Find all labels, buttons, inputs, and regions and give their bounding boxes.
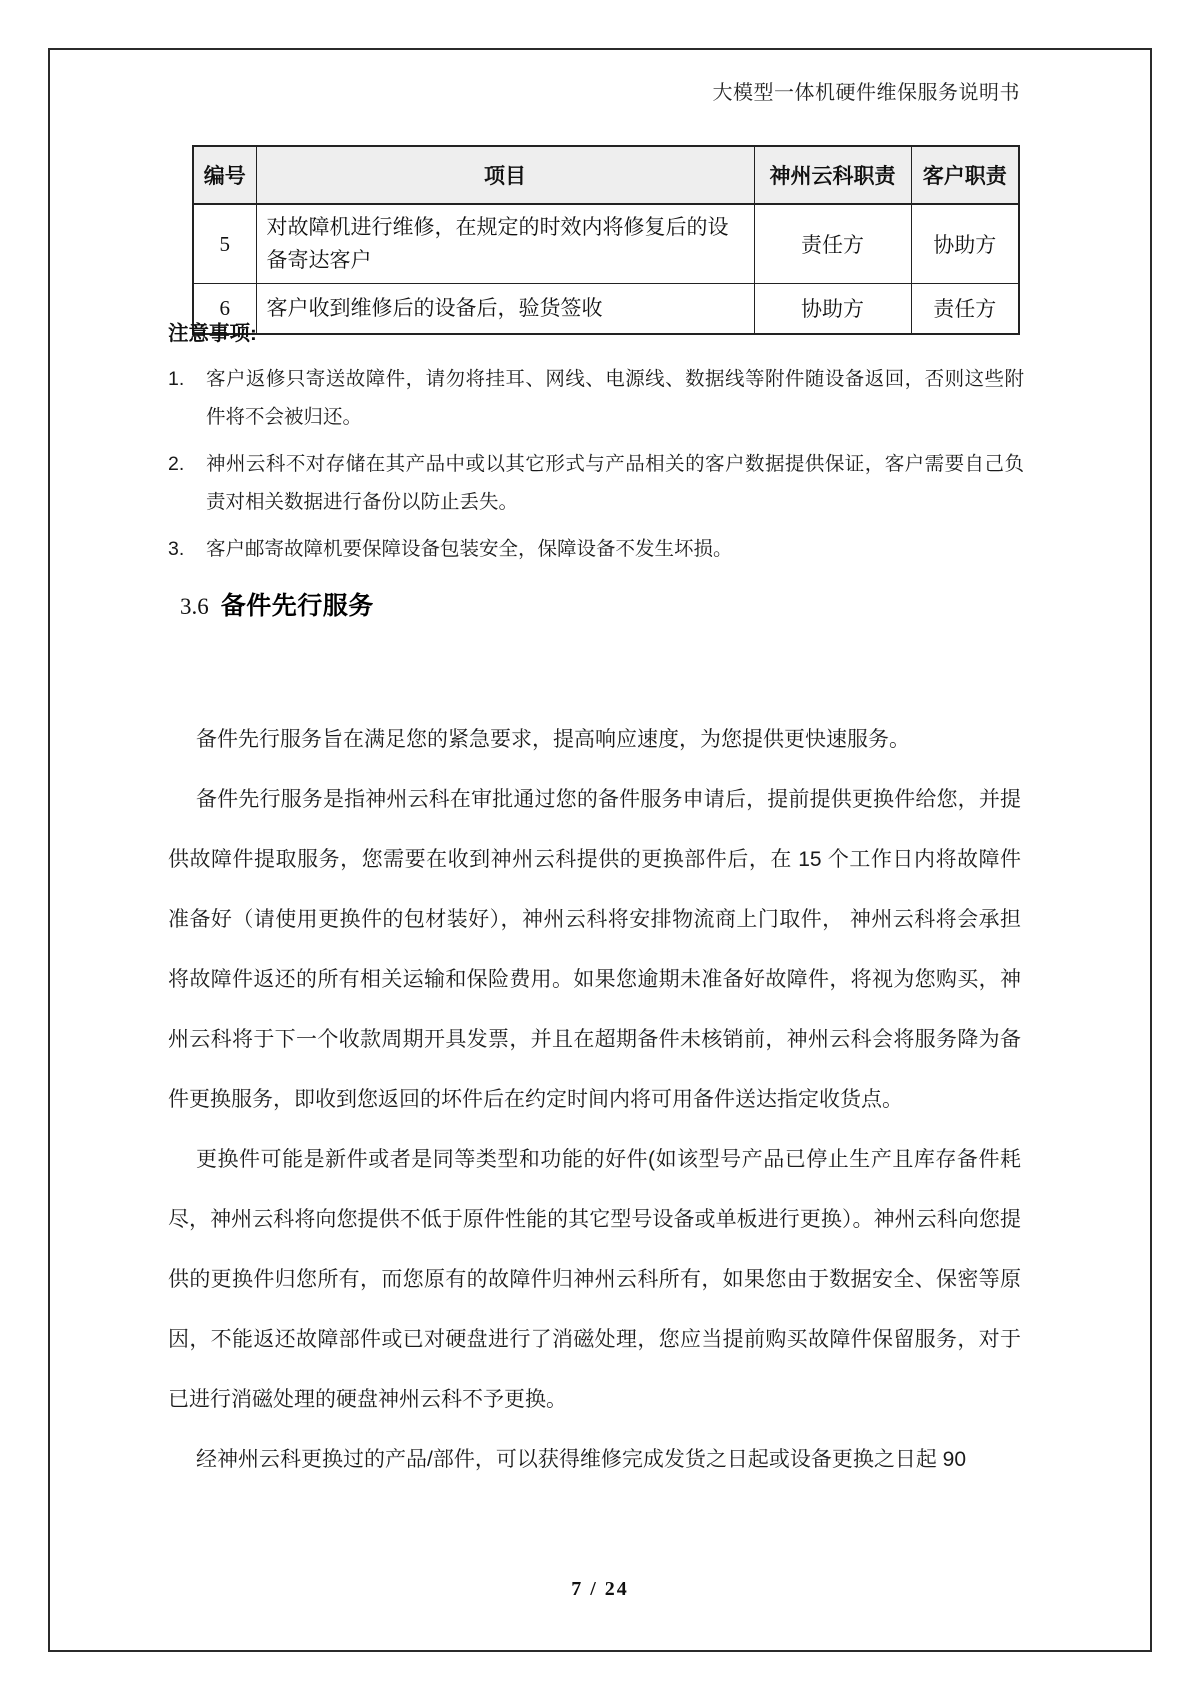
row-item: 客户收到维修后的设备后，验货签收 [256,284,754,334]
row-vendor-role: 责任方 [754,204,911,284]
list-item-number: 3. [168,538,185,560]
row-customer-role: 协助方 [911,204,1019,284]
column-header-item: 项目 [256,146,754,204]
page-number: 7 / 24 [571,1578,629,1600]
table-header-row [193,146,1019,204]
row-number: 5 [193,204,256,284]
list-item-number: 1. [168,368,185,390]
section-body [168,710,1021,1490]
row-number: 6 [193,284,256,334]
row-customer-role: 责任方 [911,284,1019,334]
notes-title: 注意事项: [168,322,257,345]
list-item-text: 客户邮寄故障机要保障设备包装安全，保障设备不发生坏损。 [206,538,733,560]
section-heading [180,586,374,622]
list-item [168,360,1024,436]
column-header-vendor-role: 神州云科职责 [754,146,911,204]
paragraph: 备件先行服务旨在满足您的紧急要求，提高响应速度，为您提供更快速服务。 [196,728,910,751]
document-header-title: 大模型一体机硬件维保服务说明书 [712,82,1020,104]
section-number: 3.6 [180,594,209,619]
column-header-customer-role: 客户职责 [911,146,1019,204]
list-item [168,445,1024,521]
section-title: 备件先行服务 [220,592,374,620]
list-item-text: 神州云科不对存储在其产品中或以其它形式与产品相关的客户数据提供保证，客户需要自己负责对相关数据进行备份以防止丢失。 [206,453,1024,513]
list-item-number: 2. [168,453,185,475]
paragraph: 更换件可能是新件或者是同等类型和功能的好件(如该型号产品已停止生产且库存备件耗尽，神州云科将向您提供不低于原件性能的其它型号设备或单板进行更换）。神州云科向您提供的更换件归您所有，而您原有的故障件归神州云科所有，如果您由于数据安全、保密等原因，不能返还故障部件或已对硬盘进行了消磁处理，您应当提前购买故障件保留服务，对于已进行消磁处理的硬盘神州云科不予更换。 [168,1148,1021,1411]
list-item-text: 客户返修只寄送故障件，请勿将挂耳、网线、电源线、数据线等附件随设备返回，否则这些附件将不会被归还。 [206,368,1024,428]
row-item: 对故障机进行维修，在规定的时效内将修复后的设备寄达客户 [256,204,754,284]
paragraph: 经神州云科更换过的产品/部件，可以获得维修完成发货之日起或设备更换之日起 90 [196,1448,967,1471]
list-item [168,530,1024,568]
paragraph: 备件先行服务是指神州云科在审批通过您的备件服务申请后，提前提供更换件给您，并提供故障件提取服务，您需要在收到神州云科提供的更换部件后，在 15 个工作日内将故障件准备好（请使用更换件的包材装好），神州云科将安排物流商上门取件， 神州云科将会承担将故障件返还的所有相关运输和保险费用。如果您逾期未准备好故障件，将视为您购买，神州云科将于下一个收款周期开具发票，并且在超期备件未核销前，神州云科会将服务降为备件更换服务，即收到您返回的坏件后在约定时间内将可用备件送达指定收货点。 [168,788,1021,1111]
responsibility-table [192,145,1020,335]
row-vendor-role: 协助方 [754,284,911,334]
table-row [193,204,1019,284]
notes-section [168,316,1024,577]
column-header-number: 编号 [193,146,256,204]
